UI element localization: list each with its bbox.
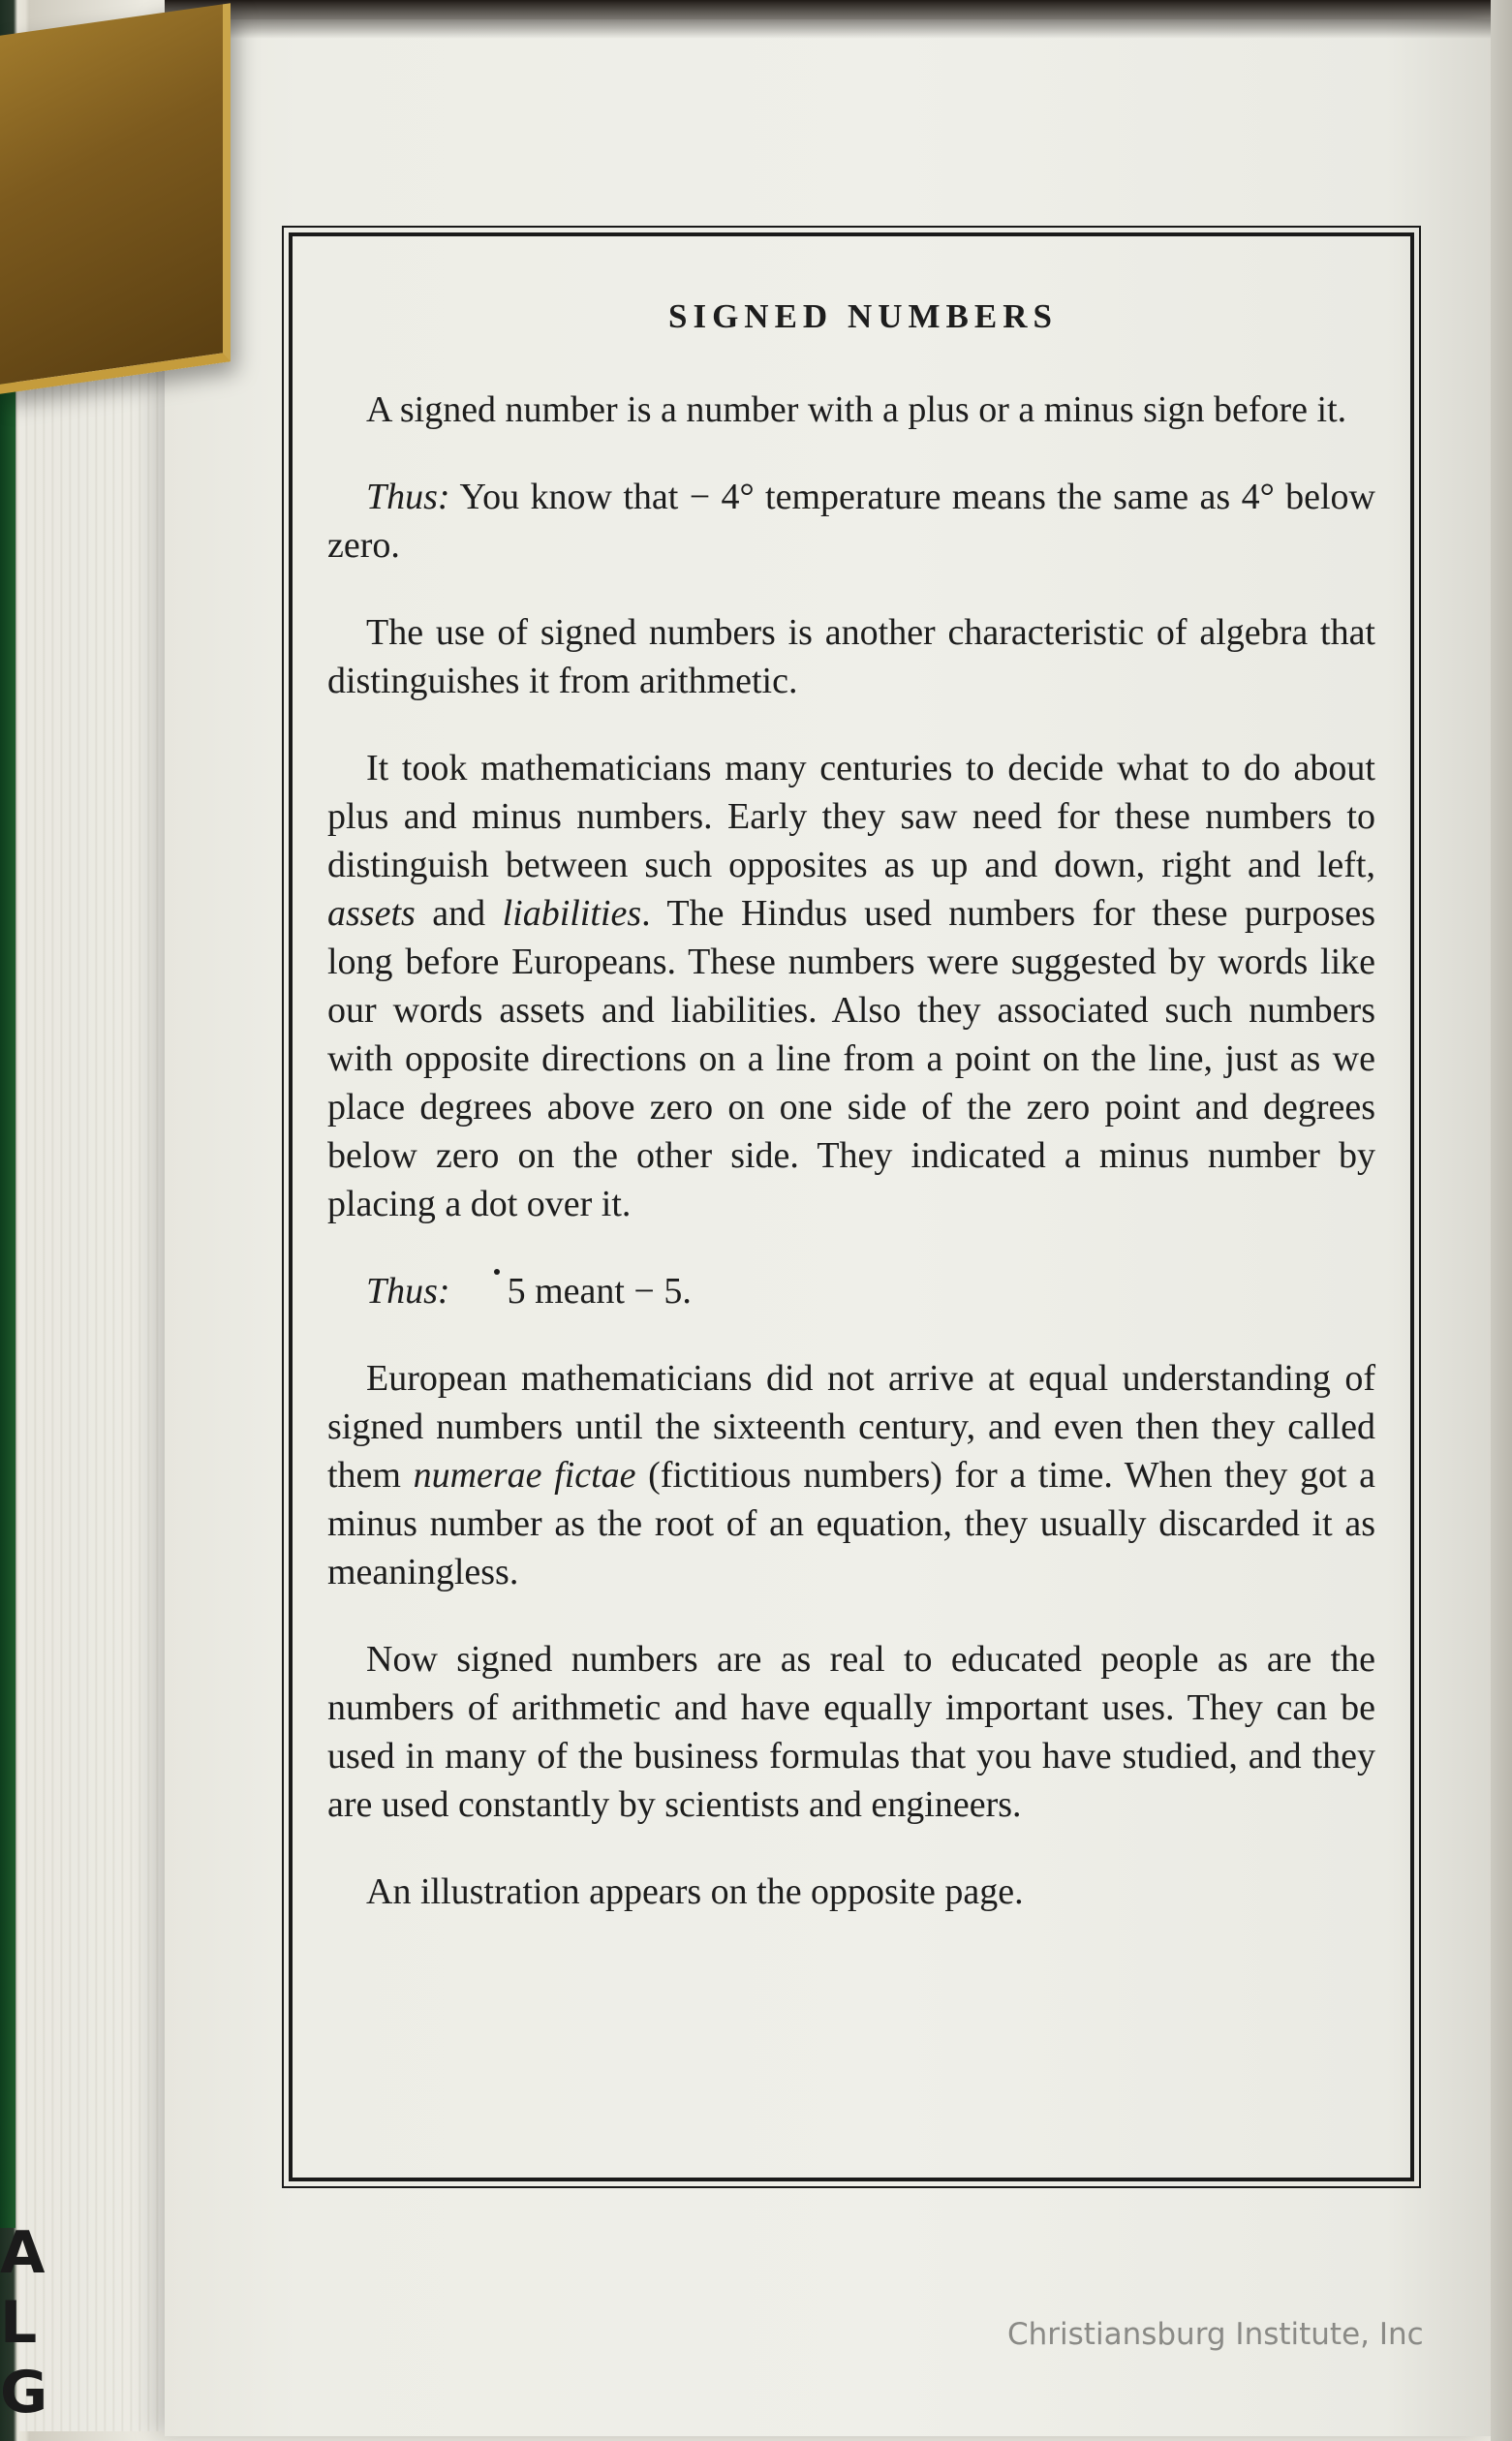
dot-example-text: meant − 5. [525,1271,692,1312]
italic-assets: assets [327,893,416,934]
paragraph-illustration-note: An illustration appears on the opposite page. [366,1871,1024,1912]
text-frame [289,232,1414,2181]
paragraph-example-temperature [327,473,1375,570]
top-shadow [165,0,1512,39]
paragraph-example-dot [327,1267,1375,1315]
thus-label-2: Thus: [366,1271,450,1312]
page-stack-edges [19,39,184,2431]
book-cover-edge [0,368,15,2228]
paragraph-europe [327,1354,1375,1596]
spine-letters: A L G [0,2219,48,2426]
page-right-edge [1491,0,1512,2441]
watermark: Christiansburg Institute, Inc [1007,2317,1424,2352]
europe-text-2: (fictitious numbers) for a time. When they got a minus number as the root of an equation, they usually discarded it as meaningless. [327,1455,1375,1592]
paragraph-history [327,744,1375,1228]
paragraph-modern-use: Now signed numbers are as real to educated people as are the numbers of arithmetic and have equally important uses. They can be used in many of the business formulas that you have studied, and they are used constantly by scientists and engineers. [327,1639,1375,1825]
page-title: SIGNED NUMBERS [668,297,1058,335]
dotted-five: 5 [469,1267,526,1315]
europe-text-1: European mathematicians did not arrive at equal understanding of signed numbers until the sixteenth century, and even then they called them [327,1358,1375,1496]
example-text: You know that − 4° temperature means the same as 4° below zero. [327,477,1375,566]
history-text-1: It took mathematicians many centuries to decide what to do about plus and minus numbers. Early they saw need for these numbers to distinguish between such opposites as up and down, right and left, [327,748,1375,885]
history-text-2: and [415,893,503,934]
article-body [327,294,1375,1916]
history-text-3: . The Hindus used numbers for these purposes long before Europeans. These numbers were suggested by words like our words assets and liabilities. Also they associated such numbers with opposite directions on a line from a point on the line, just as we place degrees above zero on one side of the zero point and degrees below zero on the other side. They indicated a minus number by placing a dot over it. [327,893,1375,1224]
paragraph-algebra: The use of signed numbers is another characteristic of algebra that distinguishes it from arithmetic. [327,612,1375,701]
italic-numerae-fictae: numerae fictae [413,1455,636,1496]
paragraph-definition: A signed number is a number with a plus or a minus sign before it. [366,389,1347,430]
bookmark-clip [0,3,231,393]
thus-label: Thus: [366,477,450,517]
italic-liabilities: liabilities [502,893,642,934]
